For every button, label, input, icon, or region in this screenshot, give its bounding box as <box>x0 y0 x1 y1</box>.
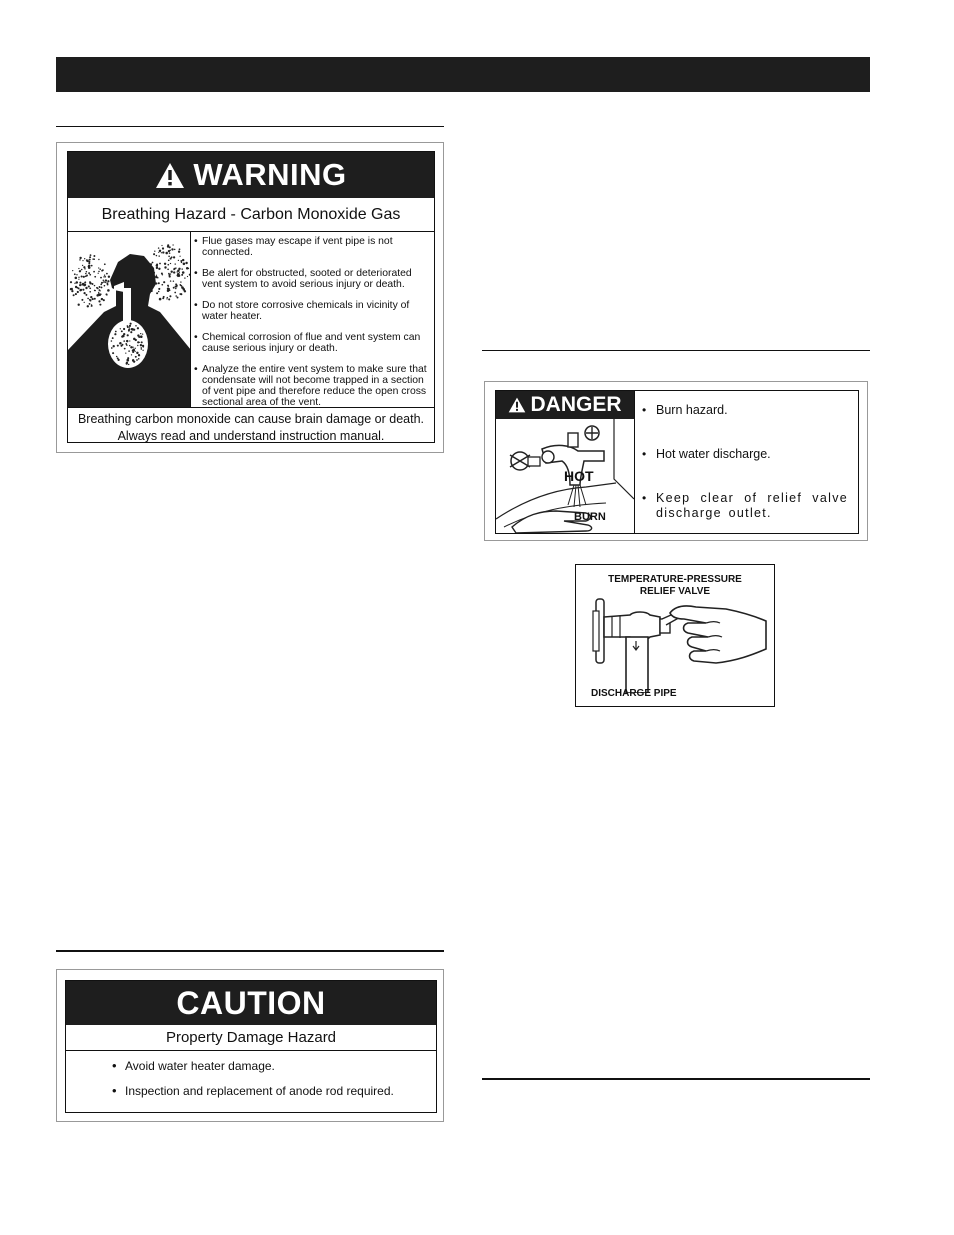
warning-item: • Flue gases may escape if vent pipe is not connected. <box>194 236 434 258</box>
warning-item: • Analyze the entire vent system to make sure that condensate will not become trapped in a section of vent pipe and therefore reduce the open cross sectional area of the vent. <box>194 364 434 408</box>
warning-footer-line2: Always read and understand instruction manual. <box>117 429 385 443</box>
relief-valve-figure <box>575 564 775 707</box>
warning-label-inner <box>67 151 435 443</box>
relief-valve-label: TEMPERATURE-PRESSURE RELIEF VALVE <box>608 574 742 597</box>
section-rule-left-top <box>56 126 444 127</box>
caution-label <box>56 969 444 1122</box>
header-bar <box>56 57 870 92</box>
caution-item: • Avoid water heater damage. <box>112 1059 394 1073</box>
section-rule-right-top <box>482 350 870 351</box>
warning-title: WARNING <box>193 157 347 192</box>
hot-faucet-icon <box>496 419 634 533</box>
breathing-person-icon <box>68 232 191 407</box>
danger-figure-panel <box>496 391 635 533</box>
caution-label-inner <box>65 980 437 1113</box>
section-rule-right-bottom <box>482 1078 870 1080</box>
alert-triangle-icon <box>155 162 185 189</box>
warning-subtitle: Breathing Hazard - Carbon Monoxide Gas <box>68 198 434 232</box>
danger-header <box>496 391 634 419</box>
danger-label <box>484 381 868 541</box>
warning-footer <box>68 407 434 444</box>
alert-triangle-icon <box>508 397 526 413</box>
discharge-pipe-label: DISCHARGE PIPE <box>591 688 677 699</box>
hot-label: HOT <box>564 468 594 484</box>
warning-items <box>194 236 434 418</box>
relief-valve-icon <box>576 593 774 693</box>
caution-items <box>112 1059 394 1109</box>
caution-title: CAUTION <box>66 981 436 1025</box>
warning-label <box>56 142 444 453</box>
danger-item: • Burn hazard. <box>642 403 848 418</box>
caution-item: • Inspection and replacement of anode rod required. <box>112 1084 394 1098</box>
danger-item: • Hot water discharge. <box>642 447 848 462</box>
warning-item: • Chemical corrosion of flue and vent system can cause serious injury or death. <box>194 332 434 354</box>
danger-item: • Keep clear of relief valve discharge outlet. <box>642 491 848 521</box>
burn-label: BURN <box>574 511 606 523</box>
danger-label-inner <box>495 390 859 534</box>
section-rule-left-bottom <box>56 950 444 952</box>
caution-subtitle: Property Damage Hazard <box>66 1025 436 1051</box>
warning-footer-line1: Breathing carbon monoxide can cause brain damage or death. <box>77 412 425 426</box>
danger-title: DANGER <box>530 393 622 416</box>
warning-header <box>68 152 434 198</box>
warning-item: • Do not store corrosive chemicals in vicinity of water heater. <box>194 300 434 322</box>
danger-items <box>642 403 848 521</box>
warning-item: • Be alert for obstructed, sooted or deteriorated vent system to avoid serious injury or death. <box>194 268 434 290</box>
